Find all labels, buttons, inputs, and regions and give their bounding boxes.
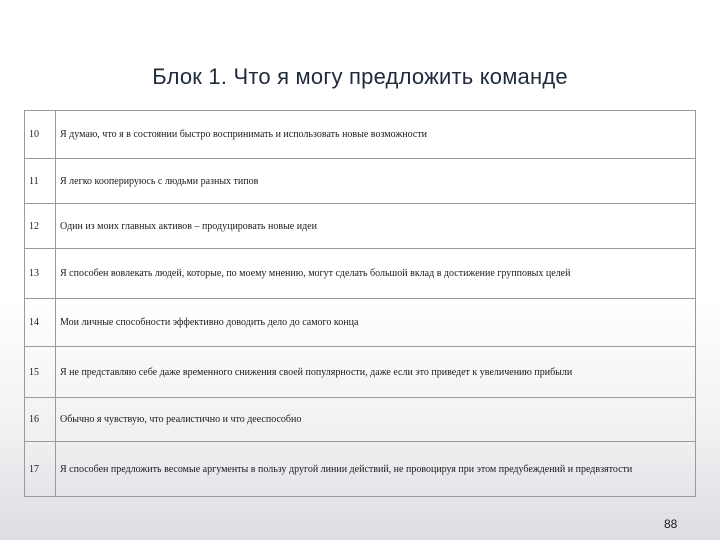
slide-title: Блок 1. Что я могу предложить команде [152,64,568,89]
table-row [25,398,696,442]
row-statement: Я думаю, что я в состоянии быстро воспринимать и использовать новые возможности [56,111,696,159]
table-row [25,299,696,347]
row-number: 11 [25,159,56,204]
statements-table [24,110,696,497]
row-number: 16 [25,398,56,442]
row-statement: Я легко кооперируюсь с людьми разных типов [56,159,696,204]
row-statement: Я не представляю себе даже временного снижения своей популярности, даже если это приведет к увеличению прибыли [56,347,696,398]
row-statement: Один из моих главных активов – продуцировать новые идеи [56,204,696,249]
table-row [25,347,696,398]
row-number: 17 [25,442,56,497]
table-row [25,442,696,497]
row-statement: Обычно я чувствую, что реалистично и что дееспособно [56,398,696,442]
table-row [25,111,696,159]
row-number: 14 [25,299,56,347]
row-number: 15 [25,347,56,398]
row-statement: Я способен предложить весомые аргументы в пользу другой линии действий, не провоцируя при этом предубеждений и предвзятости [56,442,696,497]
row-statement: Я способен вовлекать людей, которые, по моему мнению, могут сделать большой вклад в достижение групповых целей [56,249,696,299]
table-row [25,204,696,249]
page-number: 88 [664,517,678,531]
row-number: 13 [25,249,56,299]
table-row [25,249,696,299]
table-row [25,159,696,204]
row-number: 12 [25,204,56,249]
row-statement: Мои личные способности эффективно доводить дело до самого конца [56,299,696,347]
row-number: 10 [25,111,56,159]
